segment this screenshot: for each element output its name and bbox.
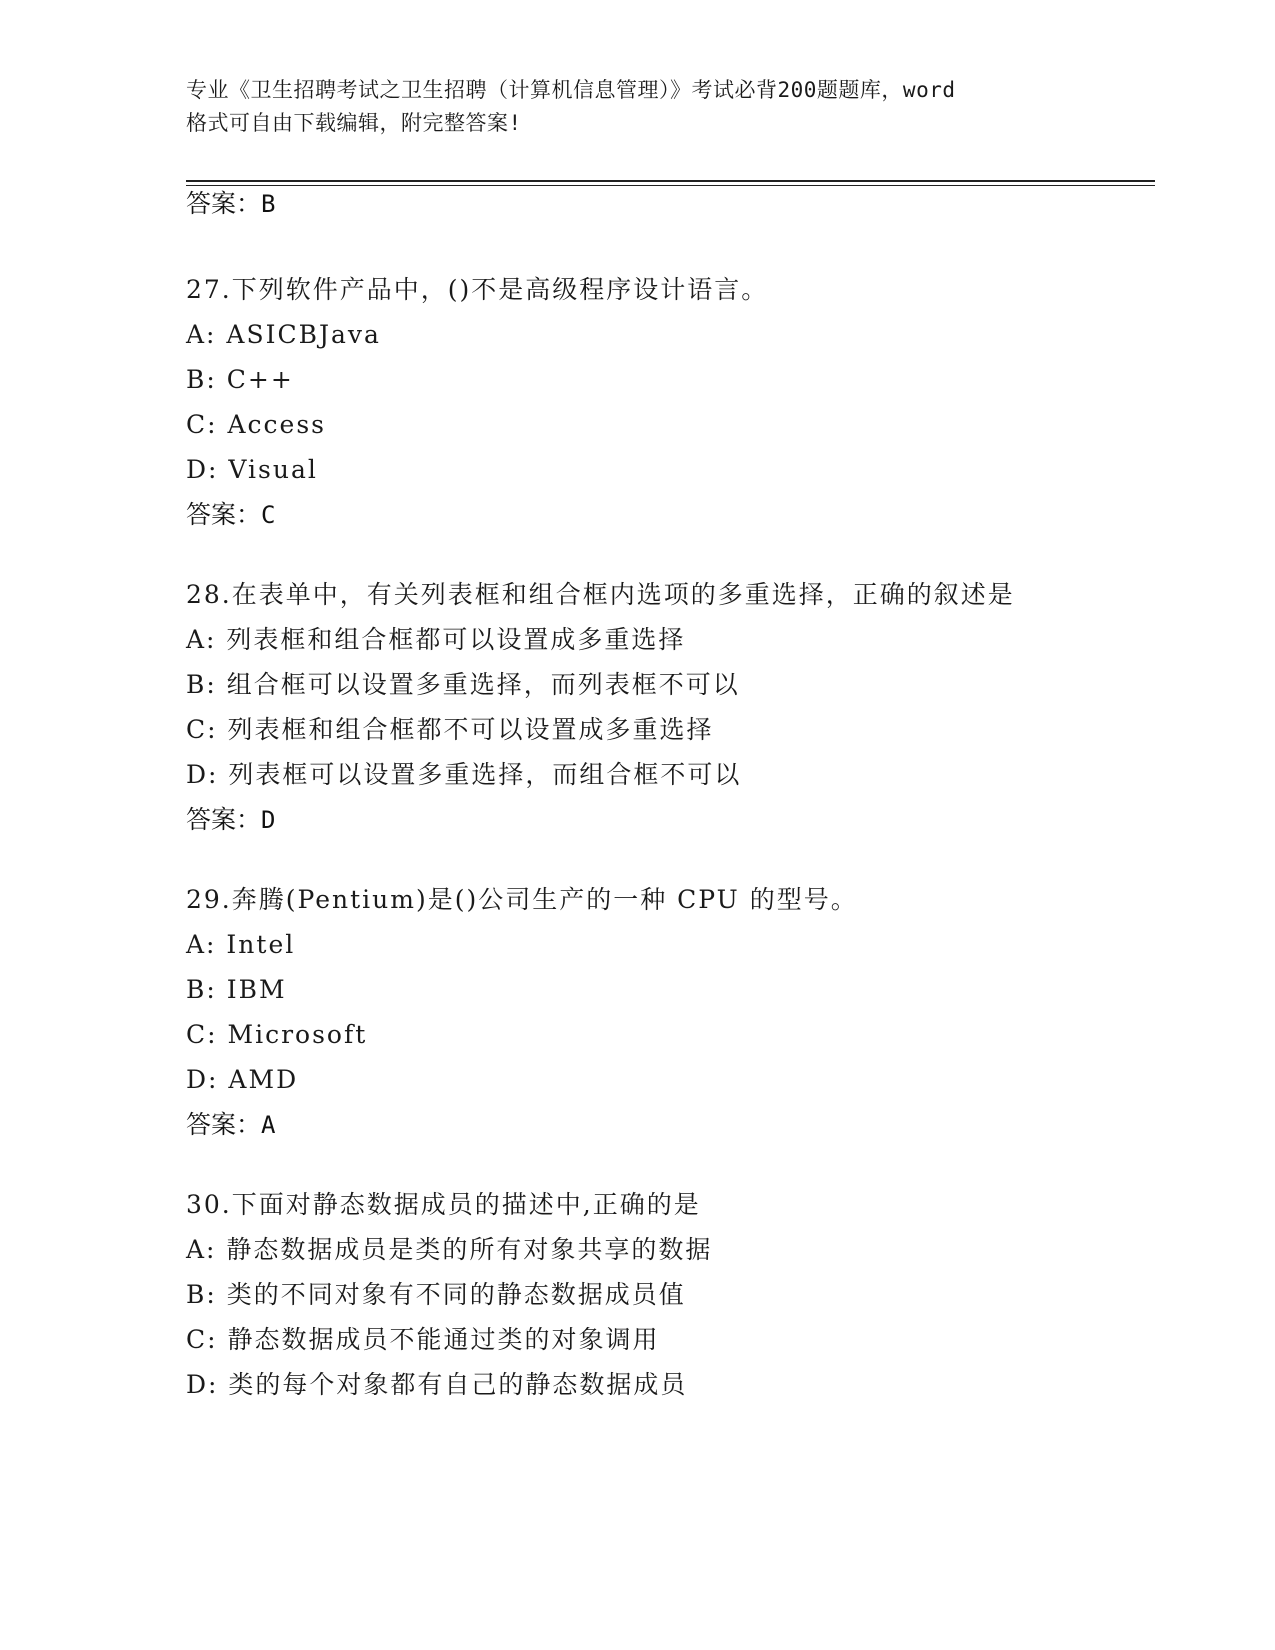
header-divider-thick [186, 180, 1155, 182]
answer-label: 答案： [186, 189, 262, 218]
answer-value: A [261, 1111, 276, 1139]
question-stem: 28.在表单中，有关列表框和组合框内选项的多重选择，正确的叙述是 [186, 580, 1015, 609]
question-30 [186, 1188, 1146, 1402]
document-header [186, 74, 1086, 140]
option-a: A: ASICBJava [186, 320, 381, 349]
option-d: D: 列表框可以设置多重选择，而组合框不可以 [186, 760, 742, 789]
option-c: C: 静态数据成员不能通过类的对象调用 [186, 1325, 660, 1354]
answer-label: 答案： [186, 500, 262, 529]
option-b: B: IBM [186, 975, 287, 1004]
option-d: D: 类的每个对象都有自己的静态数据成员 [186, 1370, 688, 1399]
question-answer [186, 803, 1146, 837]
question-27 [186, 273, 1146, 532]
option-c: C: Microsoft [186, 1020, 368, 1049]
answer-label: 答案： [186, 1110, 262, 1139]
question-28 [186, 578, 1146, 837]
answer-value: D [261, 806, 276, 834]
option-a: A: Intel [186, 930, 296, 959]
previous-question-answer [186, 187, 275, 221]
option-d: D: AMD [186, 1065, 299, 1094]
answer-value: C [261, 501, 276, 529]
option-a: A: 列表框和组合框都可以设置成多重选择 [186, 625, 686, 654]
option-b: B: C++ [186, 365, 294, 394]
question-stem: 30.下面对静态数据成员的描述中,正确的是 [186, 1190, 701, 1219]
option-b: B: 类的不同对象有不同的静态数据成员值 [186, 1280, 686, 1309]
question-29 [186, 883, 1146, 1142]
question-answer [186, 498, 1146, 532]
header-line-1: 专业《卫生招聘考试之卫生招聘（计算机信息管理）》考试必背200题题库，word [186, 78, 956, 102]
option-b: B: 组合框可以设置多重选择，而列表框不可以 [186, 670, 740, 699]
question-stem: 29.奔腾(Pentium)是()公司生产的一种 CPU 的型号。 [186, 885, 858, 914]
header-line-2: 格式可自由下载编辑，附完整答案! [186, 111, 522, 135]
option-c: C: 列表框和组合框都不可以设置成多重选择 [186, 715, 714, 744]
answer-value: B [261, 190, 276, 218]
question-answer [186, 1108, 1146, 1142]
answer-label: 答案： [186, 805, 262, 834]
option-c: C: Access [186, 410, 327, 439]
option-d: D: Visual [186, 455, 318, 484]
question-stem: 27.下列软件产品中，()不是高级程序设计语言。 [186, 275, 769, 304]
header-divider-thin [186, 185, 1155, 186]
option-a: A: 静态数据成员是类的所有对象共享的数据 [186, 1235, 713, 1264]
